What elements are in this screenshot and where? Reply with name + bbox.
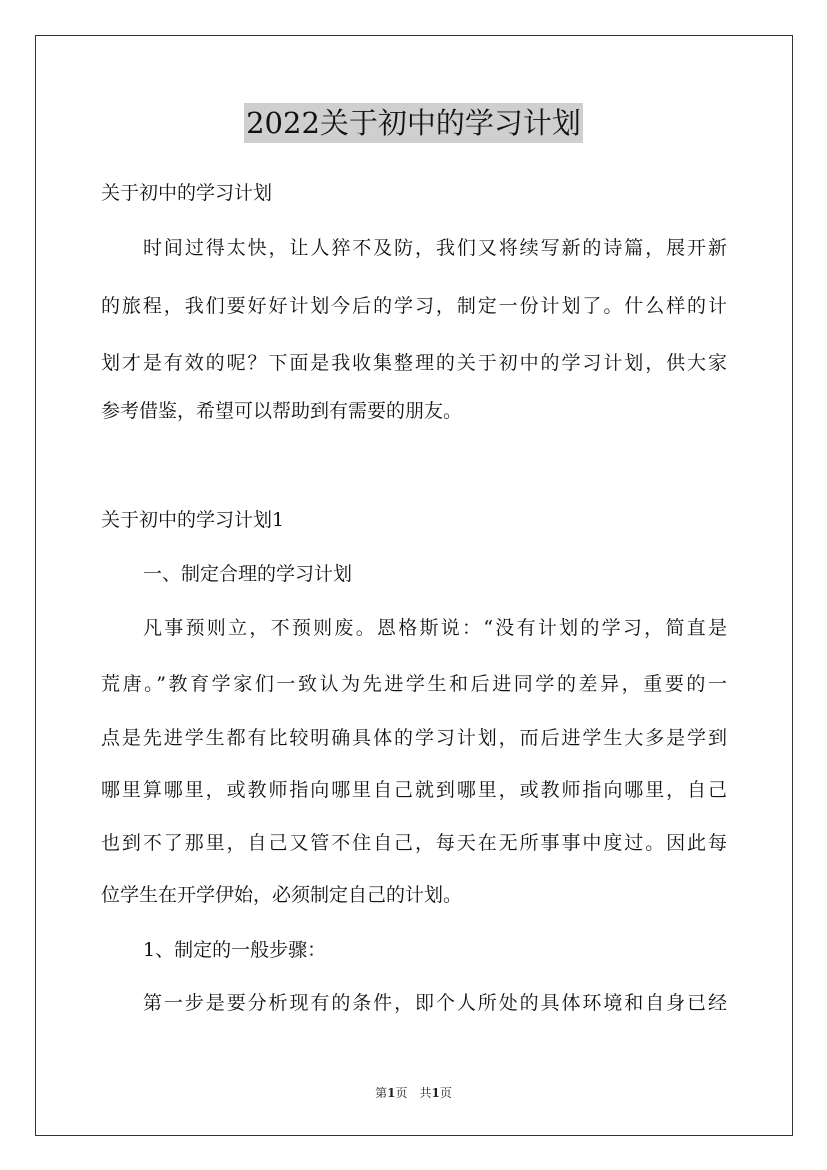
section-1-title: 一、制定合理的学习计划 — [143, 563, 353, 585]
section-1-line-4: 哪里算哪里，或教师指向哪里自己就到哪里，或教师指向哪里，自己 — [101, 779, 727, 801]
intro-line-4: 参考借鉴，希望可以帮助到有需要的朋友。 — [101, 400, 463, 422]
footer-page-suffix: 页 — [395, 1086, 408, 1100]
section-1-line-2: 荒唐。”教育学家们一致认为先进学生和后进同学的差异，重要的一 — [101, 673, 727, 695]
footer-total-prefix: 共 — [419, 1086, 432, 1100]
heading-main: 关于初中的学习计划 — [101, 182, 273, 204]
document-title: 2022关于初中的学习计划 — [244, 103, 583, 143]
section-1-line-1: 凡事预则立，不预则废。恩格斯说：“没有计划的学习，简直是 — [143, 617, 727, 639]
heading-plan-1: 关于初中的学习计划1 — [101, 509, 285, 531]
intro-line-3: 划才是有效的呢？下面是我收集整理的关于初中的学习计划，供大家 — [101, 352, 727, 374]
subsection-1-line-1: 第一步是要分析现有的条件，即个人所处的具体环境和自身已经 — [143, 992, 727, 1014]
intro-line-2: 的旅程，我们要好好计划今后的学习，制定一份计划了。什么样的计 — [101, 295, 727, 317]
footer-total-number: 1 — [431, 1086, 440, 1100]
section-1-line-6: 位学生在开学伊始，必须制定自己的计划。 — [101, 884, 463, 906]
intro-line-1: 时间过得太快，让人猝不及防，我们又将续写新的诗篇，展开新 — [143, 237, 727, 259]
page-footer — [0, 1085, 827, 1101]
footer-page-prefix: 第 — [375, 1086, 388, 1100]
section-1-line-3: 点是先进学生都有比较明确具体的学习计划，而后进学生大多是学到 — [101, 727, 727, 749]
subsection-1-title: 1、制定的一般步骤： — [143, 939, 327, 961]
footer-total-suffix: 页 — [439, 1086, 452, 1100]
footer-page-number: 1 — [387, 1086, 396, 1100]
section-1-line-5: 也到不了那里，自己又管不住自己，每天在无所事事中度过。因此每 — [101, 832, 727, 854]
title-container — [0, 103, 827, 143]
